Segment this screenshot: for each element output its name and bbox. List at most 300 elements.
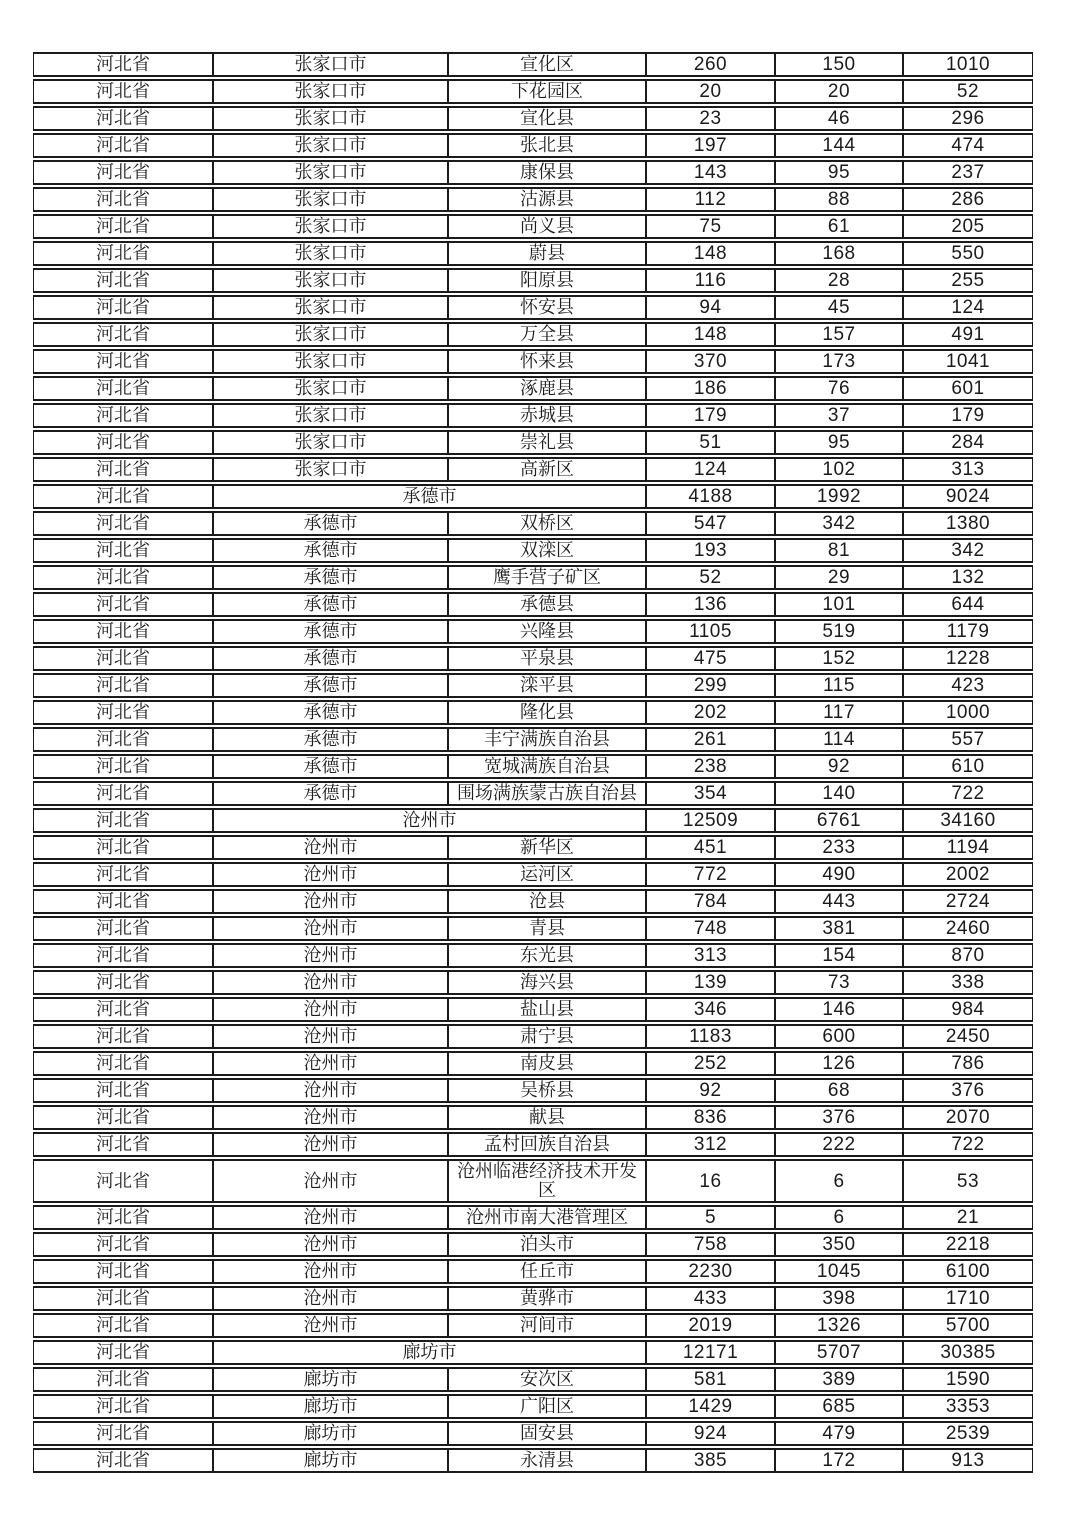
province-cell: 河北省	[33, 781, 213, 806]
province-cell: 河北省	[33, 1232, 213, 1257]
table-row	[33, 1232, 1033, 1257]
value-cell: 376	[775, 1105, 903, 1130]
table-row	[33, 646, 1033, 671]
city-cell: 张家口市	[213, 214, 448, 239]
value-cell: 21	[903, 1205, 1033, 1230]
city-cell: 承德市	[213, 592, 448, 617]
province-cell: 河北省	[33, 1394, 213, 1419]
city-summary-row	[33, 484, 1033, 509]
province-cell: 河北省	[33, 1132, 213, 1157]
table-row	[33, 1159, 1033, 1203]
value-cell: 88	[775, 187, 903, 212]
district-cell: 崇礼县	[448, 430, 646, 455]
district-cell: 隆化县	[448, 700, 646, 725]
value-cell: 342	[903, 538, 1033, 563]
value-cell: 132	[903, 565, 1033, 590]
district-cell: 盐山县	[448, 997, 646, 1022]
city-cell: 承德市	[213, 754, 448, 779]
city-cell: 沧州市	[213, 916, 448, 941]
value-cell: 154	[775, 943, 903, 968]
district-cell: 万全县	[448, 322, 646, 347]
province-cell: 河北省	[33, 754, 213, 779]
value-cell: 370	[646, 349, 775, 374]
city-cell: 承德市	[213, 700, 448, 725]
table-row	[33, 1259, 1033, 1284]
district-cell: 张北县	[448, 133, 646, 158]
value-cell: 2724	[903, 889, 1033, 914]
table-row	[33, 1205, 1033, 1230]
value-cell: 342	[775, 511, 903, 536]
value-cell: 433	[646, 1286, 775, 1311]
district-cell: 青县	[448, 916, 646, 941]
city-cell: 张家口市	[213, 106, 448, 131]
value-cell: 5	[646, 1205, 775, 1230]
district-cell: 怀来县	[448, 349, 646, 374]
province-cell: 河北省	[33, 1078, 213, 1103]
value-cell: 148	[646, 322, 775, 347]
value-cell: 73	[775, 970, 903, 995]
value-cell: 179	[646, 403, 775, 428]
table-row	[33, 457, 1033, 482]
city-cell: 张家口市	[213, 349, 448, 374]
value-cell: 237	[903, 160, 1033, 185]
value-cell: 20	[646, 79, 775, 104]
value-cell: 2070	[903, 1105, 1033, 1130]
city-cell: 张家口市	[213, 268, 448, 293]
value-cell: 261	[646, 727, 775, 752]
table-row	[33, 295, 1033, 320]
value-cell: 148	[646, 241, 775, 266]
province-cell: 河北省	[33, 1367, 213, 1392]
value-cell: 51	[646, 430, 775, 455]
city-cell: 沧州市	[213, 835, 448, 860]
value-cell: 443	[775, 889, 903, 914]
table-row	[33, 943, 1033, 968]
district-cell: 尚义县	[448, 214, 646, 239]
district-cell: 东光县	[448, 943, 646, 968]
table-row	[33, 1132, 1033, 1157]
district-cell: 运河区	[448, 862, 646, 887]
district-cell: 兴隆县	[448, 619, 646, 644]
value-cell: 30385	[903, 1340, 1033, 1365]
province-cell: 河北省	[33, 916, 213, 941]
table-row	[33, 673, 1033, 698]
table-row	[33, 889, 1033, 914]
district-cell: 蔚县	[448, 241, 646, 266]
value-cell: 6100	[903, 1259, 1033, 1284]
value-cell: 644	[903, 592, 1033, 617]
value-cell: 95	[775, 160, 903, 185]
city-cell: 承德市	[213, 646, 448, 671]
value-cell: 490	[775, 862, 903, 887]
table-row	[33, 268, 1033, 293]
province-cell: 河北省	[33, 862, 213, 887]
value-cell: 152	[775, 646, 903, 671]
district-cell: 双桥区	[448, 511, 646, 536]
value-cell: 491	[903, 322, 1033, 347]
table-row	[33, 1313, 1033, 1338]
province-cell: 河北省	[33, 970, 213, 995]
value-cell: 286	[903, 187, 1033, 212]
value-cell: 1429	[646, 1394, 775, 1419]
province-cell: 河北省	[33, 1159, 213, 1203]
value-cell: 784	[646, 889, 775, 914]
value-cell: 685	[775, 1394, 903, 1419]
district-cell: 宣化区	[448, 52, 646, 77]
district-cell: 永清县	[448, 1448, 646, 1473]
city-cell: 张家口市	[213, 376, 448, 401]
value-cell: 112	[646, 187, 775, 212]
table-row	[33, 1448, 1033, 1473]
value-cell: 222	[775, 1132, 903, 1157]
city-cell: 张家口市	[213, 241, 448, 266]
district-cell: 广阳区	[448, 1394, 646, 1419]
value-cell: 547	[646, 511, 775, 536]
value-cell: 150	[775, 52, 903, 77]
value-cell: 312	[646, 1132, 775, 1157]
city-cell-merged: 承德市	[213, 484, 646, 509]
district-cell: 海兴县	[448, 970, 646, 995]
province-cell: 河北省	[33, 349, 213, 374]
province-cell: 河北省	[33, 511, 213, 536]
value-cell: 376	[903, 1078, 1033, 1103]
province-cell: 河北省	[33, 1421, 213, 1446]
value-cell: 2460	[903, 916, 1033, 941]
value-cell: 2230	[646, 1259, 775, 1284]
district-cell: 新华区	[448, 835, 646, 860]
value-cell: 255	[903, 268, 1033, 293]
value-cell: 313	[646, 943, 775, 968]
table-row	[33, 52, 1033, 77]
province-cell: 河北省	[33, 700, 213, 725]
value-cell: 52	[646, 565, 775, 590]
city-cell: 廊坊市	[213, 1448, 448, 1473]
district-cell: 任丘市	[448, 1259, 646, 1284]
district-cell: 宽城满族自治县	[448, 754, 646, 779]
value-cell: 1590	[903, 1367, 1033, 1392]
table-row	[33, 133, 1033, 158]
value-cell: 75	[646, 214, 775, 239]
city-cell: 沧州市	[213, 1024, 448, 1049]
city-cell: 沧州市	[213, 1105, 448, 1130]
table-row	[33, 538, 1033, 563]
value-cell: 313	[903, 457, 1033, 482]
value-cell: 786	[903, 1051, 1033, 1076]
district-cell: 肃宁县	[448, 1024, 646, 1049]
value-cell: 76	[775, 376, 903, 401]
city-cell: 廊坊市	[213, 1421, 448, 1446]
value-cell: 92	[646, 1078, 775, 1103]
value-cell: 2218	[903, 1232, 1033, 1257]
city-cell: 张家口市	[213, 187, 448, 212]
table-row	[33, 106, 1033, 131]
province-cell: 河北省	[33, 376, 213, 401]
district-cell: 涿鹿县	[448, 376, 646, 401]
value-cell: 139	[646, 970, 775, 995]
city-cell: 张家口市	[213, 295, 448, 320]
value-cell: 6761	[775, 808, 903, 833]
value-cell: 143	[646, 160, 775, 185]
value-cell: 913	[903, 1448, 1033, 1473]
table-row	[33, 403, 1033, 428]
table-row	[33, 241, 1033, 266]
city-cell: 沧州市	[213, 970, 448, 995]
value-cell: 2450	[903, 1024, 1033, 1049]
province-cell: 河北省	[33, 457, 213, 482]
value-cell: 451	[646, 835, 775, 860]
value-cell: 9024	[903, 484, 1033, 509]
province-cell: 河北省	[33, 484, 213, 509]
district-cell: 怀安县	[448, 295, 646, 320]
district-cell: 赤城县	[448, 403, 646, 428]
province-cell: 河北省	[33, 133, 213, 158]
province-cell: 河北省	[33, 1051, 213, 1076]
district-cell: 南皮县	[448, 1051, 646, 1076]
value-cell: 1326	[775, 1313, 903, 1338]
value-cell: 53	[903, 1159, 1033, 1203]
value-cell: 117	[775, 700, 903, 725]
table-row	[33, 430, 1033, 455]
city-cell: 沧州市	[213, 1232, 448, 1257]
value-cell: 172	[775, 1448, 903, 1473]
city-cell: 沧州市	[213, 1132, 448, 1157]
value-cell: 115	[775, 673, 903, 698]
value-cell: 95	[775, 430, 903, 455]
table-row	[33, 1051, 1033, 1076]
table-row	[33, 565, 1033, 590]
province-cell: 河北省	[33, 997, 213, 1022]
province-cell: 河北省	[33, 592, 213, 617]
district-cell: 双滦区	[448, 538, 646, 563]
value-cell: 581	[646, 1367, 775, 1392]
city-cell: 承德市	[213, 781, 448, 806]
district-cell: 沽源县	[448, 187, 646, 212]
district-cell: 承德县	[448, 592, 646, 617]
table-row	[33, 1286, 1033, 1311]
value-cell: 1045	[775, 1259, 903, 1284]
city-cell: 张家口市	[213, 322, 448, 347]
table-row	[33, 997, 1033, 1022]
value-cell: 20	[775, 79, 903, 104]
value-cell: 1105	[646, 619, 775, 644]
table-row	[33, 376, 1033, 401]
value-cell: 202	[646, 700, 775, 725]
value-cell: 338	[903, 970, 1033, 995]
value-cell: 2539	[903, 1421, 1033, 1446]
value-cell: 1710	[903, 1286, 1033, 1311]
district-cell: 围场满族蒙古族自治县	[448, 781, 646, 806]
province-cell: 河北省	[33, 268, 213, 293]
table-row	[33, 1078, 1033, 1103]
city-cell: 承德市	[213, 565, 448, 590]
city-cell: 张家口市	[213, 457, 448, 482]
value-cell: 479	[775, 1421, 903, 1446]
city-summary-row	[33, 1340, 1033, 1365]
district-cell: 宣化县	[448, 106, 646, 131]
value-cell: 114	[775, 727, 903, 752]
district-cell: 孟村回族自治县	[448, 1132, 646, 1157]
value-cell: 924	[646, 1421, 775, 1446]
value-cell: 1041	[903, 349, 1033, 374]
city-cell: 承德市	[213, 511, 448, 536]
value-cell: 1010	[903, 52, 1033, 77]
city-cell: 沧州市	[213, 1051, 448, 1076]
table-row	[33, 781, 1033, 806]
value-cell: 12171	[646, 1340, 775, 1365]
province-cell: 河北省	[33, 565, 213, 590]
district-cell: 安次区	[448, 1367, 646, 1392]
district-cell: 献县	[448, 1105, 646, 1130]
district-cell: 阳原县	[448, 268, 646, 293]
province-cell: 河北省	[33, 538, 213, 563]
value-cell: 398	[775, 1286, 903, 1311]
value-cell: 140	[775, 781, 903, 806]
city-cell: 承德市	[213, 538, 448, 563]
value-cell: 12509	[646, 808, 775, 833]
value-cell: 346	[646, 997, 775, 1022]
value-cell: 94	[646, 295, 775, 320]
province-cell: 河北省	[33, 1024, 213, 1049]
value-cell: 6	[775, 1205, 903, 1230]
value-cell: 557	[903, 727, 1033, 752]
value-cell: 144	[775, 133, 903, 158]
city-cell: 张家口市	[213, 52, 448, 77]
value-cell: 722	[903, 1132, 1033, 1157]
province-cell: 河北省	[33, 106, 213, 131]
data-table	[33, 50, 1033, 1475]
province-cell: 河北省	[33, 214, 213, 239]
province-cell: 河北省	[33, 619, 213, 644]
table-row	[33, 1367, 1033, 1392]
value-cell: 6	[775, 1159, 903, 1203]
city-cell: 沧州市	[213, 1159, 448, 1203]
table-body	[33, 52, 1033, 1473]
district-cell: 康保县	[448, 160, 646, 185]
district-cell: 河间市	[448, 1313, 646, 1338]
province-cell: 河北省	[33, 241, 213, 266]
value-cell: 179	[903, 403, 1033, 428]
value-cell: 34160	[903, 808, 1033, 833]
value-cell: 260	[646, 52, 775, 77]
city-cell: 沧州市	[213, 1259, 448, 1284]
value-cell: 2019	[646, 1313, 775, 1338]
table-row	[33, 862, 1033, 887]
district-cell: 沧州市南大港管理区	[448, 1205, 646, 1230]
value-cell: 1194	[903, 835, 1033, 860]
value-cell: 37	[775, 403, 903, 428]
province-cell: 河北省	[33, 727, 213, 752]
table-row	[33, 619, 1033, 644]
table-row	[33, 214, 1033, 239]
value-cell: 101	[775, 592, 903, 617]
city-cell: 沧州市	[213, 862, 448, 887]
province-cell: 河北省	[33, 52, 213, 77]
table-row	[33, 1105, 1033, 1130]
table-row	[33, 916, 1033, 941]
value-cell: 381	[775, 916, 903, 941]
province-cell: 河北省	[33, 322, 213, 347]
value-cell: 16	[646, 1159, 775, 1203]
value-cell: 81	[775, 538, 903, 563]
value-cell: 772	[646, 862, 775, 887]
table-row	[33, 79, 1033, 104]
city-cell-merged: 沧州市	[213, 808, 646, 833]
table-row	[33, 187, 1033, 212]
value-cell: 205	[903, 214, 1033, 239]
province-cell: 河北省	[33, 403, 213, 428]
value-cell: 2002	[903, 862, 1033, 887]
value-cell: 4188	[646, 484, 775, 509]
value-cell: 423	[903, 673, 1033, 698]
value-cell: 124	[646, 457, 775, 482]
district-cell: 沧县	[448, 889, 646, 914]
city-cell: 沧州市	[213, 1313, 448, 1338]
city-cell: 廊坊市	[213, 1394, 448, 1419]
value-cell: 116	[646, 268, 775, 293]
table-row	[33, 835, 1033, 860]
province-cell: 河北省	[33, 943, 213, 968]
table-row	[33, 160, 1033, 185]
district-cell: 黄骅市	[448, 1286, 646, 1311]
value-cell: 146	[775, 997, 903, 1022]
district-cell: 下花园区	[448, 79, 646, 104]
value-cell: 748	[646, 916, 775, 941]
district-cell: 吴桥县	[448, 1078, 646, 1103]
value-cell: 601	[903, 376, 1033, 401]
value-cell: 474	[903, 133, 1033, 158]
value-cell: 350	[775, 1232, 903, 1257]
city-cell: 沧州市	[213, 997, 448, 1022]
province-cell: 河北省	[33, 160, 213, 185]
value-cell: 1179	[903, 619, 1033, 644]
value-cell: 252	[646, 1051, 775, 1076]
district-cell: 丰宁满族自治县	[448, 727, 646, 752]
city-cell: 承德市	[213, 727, 448, 752]
table-row	[33, 970, 1033, 995]
value-cell: 836	[646, 1105, 775, 1130]
value-cell: 1228	[903, 646, 1033, 671]
value-cell: 1000	[903, 700, 1033, 725]
city-cell: 沧州市	[213, 1286, 448, 1311]
value-cell: 157	[775, 322, 903, 347]
city-cell: 张家口市	[213, 430, 448, 455]
value-cell: 29	[775, 565, 903, 590]
table-row	[33, 511, 1033, 536]
province-cell: 河北省	[33, 295, 213, 320]
table-row	[33, 1394, 1033, 1419]
province-cell: 河北省	[33, 430, 213, 455]
city-cell: 张家口市	[213, 133, 448, 158]
city-cell: 张家口市	[213, 79, 448, 104]
value-cell: 193	[646, 538, 775, 563]
province-cell: 河北省	[33, 646, 213, 671]
value-cell: 61	[775, 214, 903, 239]
district-cell: 泊头市	[448, 1232, 646, 1257]
province-cell: 河北省	[33, 1205, 213, 1230]
province-cell: 河北省	[33, 79, 213, 104]
value-cell: 870	[903, 943, 1033, 968]
value-cell: 126	[775, 1051, 903, 1076]
city-cell: 张家口市	[213, 160, 448, 185]
value-cell: 233	[775, 835, 903, 860]
value-cell: 722	[903, 781, 1033, 806]
province-cell: 河北省	[33, 835, 213, 860]
province-cell: 河北省	[33, 1313, 213, 1338]
value-cell: 758	[646, 1232, 775, 1257]
value-cell: 102	[775, 457, 903, 482]
value-cell: 197	[646, 133, 775, 158]
city-cell: 廊坊市	[213, 1367, 448, 1392]
